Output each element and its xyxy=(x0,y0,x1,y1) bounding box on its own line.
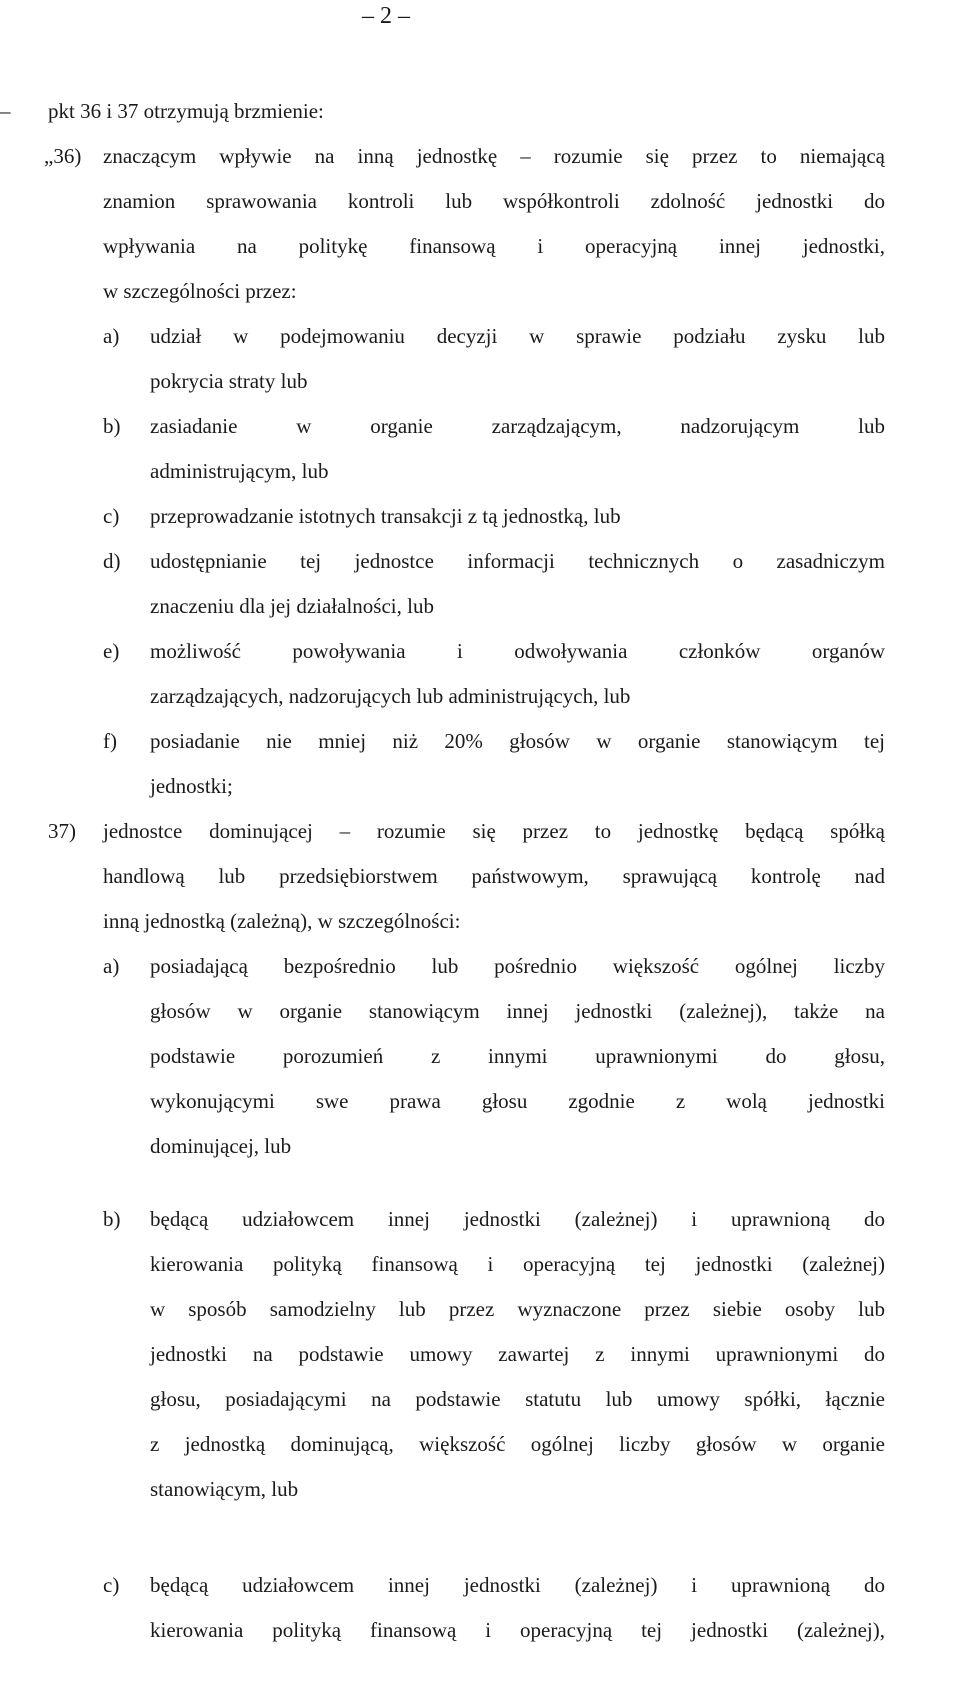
item-line: będącą udziałowcem innej jednostki (zależnej) i uprawnioną do xyxy=(150,1207,885,1231)
item-line: posiadającą bezpośrednio lub pośrednio większość ogólnej liczby xyxy=(150,954,885,978)
item-line: z jednostką dominującą, większość ogólnej liczby głosów w organie xyxy=(150,1432,885,1456)
item-line: wykonującymi swe prawa głosu zgodnie z wolą jednostki xyxy=(150,1089,885,1113)
item-label: f) xyxy=(103,729,117,753)
intro-dash: – xyxy=(0,99,11,123)
item-line: możliwość powoływania i odwoływania członków organów xyxy=(150,639,885,663)
point-36-line: wpływania na politykę finansową i operacyjną innej jednostki, xyxy=(103,234,885,258)
item-line: administrującym, lub xyxy=(150,459,329,483)
item-line: zarządzających, nadzorujących lub administrujących, lub xyxy=(150,684,631,708)
item-line: zasiadanie w organie zarządzającym, nadzorującym lub xyxy=(150,414,885,438)
item-label: b) xyxy=(103,414,121,438)
item-line: głosów w organie stanowiącym innej jednostki (zależnej), także na xyxy=(150,999,885,1023)
point-36-line: znaczącym wpływie na inną jednostkę – rozumie się przez to niemającą xyxy=(103,144,885,168)
item-line: przeprowadzanie istotnych transakcji z tą jednostką, lub xyxy=(150,504,621,528)
item-line: podstawie porozumień z innymi uprawnionymi do głosu, xyxy=(150,1044,885,1068)
point-36-number: „36) xyxy=(44,144,82,168)
item-label: a) xyxy=(103,324,120,348)
item-line: jednostki na podstawie umowy zawartej z innymi uprawnionymi do xyxy=(150,1342,885,1366)
item-line: dominującej, lub xyxy=(150,1134,292,1158)
item-label: b) xyxy=(103,1207,121,1231)
item-line: pokrycia straty lub xyxy=(150,369,308,393)
item-line: w sposób samodzielny lub przez wyznaczone przez siebie osoby lub xyxy=(150,1297,885,1321)
item-label: a) xyxy=(103,954,120,978)
point-37-number: 37) xyxy=(48,819,76,843)
item-line: kierowania polityką finansową i operacyjną tej jednostki (zależnej) xyxy=(150,1252,885,1276)
item-line: znaczeniu dla jej działalności, lub xyxy=(150,594,434,618)
point-37-line: inną jednostką (zależną), w szczególności: xyxy=(103,909,461,933)
item-label: e) xyxy=(103,639,120,663)
item-label: c) xyxy=(103,504,120,528)
item-line: posiadanie nie mniej niż 20% głosów w organie stanowiącym tej xyxy=(150,729,885,753)
item-line: będącą udziałowcem innej jednostki (zależnej) i uprawnioną do xyxy=(150,1573,885,1597)
point-37-line: handlową lub przedsiębiorstwem państwowym, sprawującą kontrolę nad xyxy=(103,864,885,888)
item-line: głosu, posiadającymi na podstawie statutu lub umowy spółki, łącznie xyxy=(150,1387,885,1411)
item-line: jednostki; xyxy=(150,774,233,798)
item-line: udział w podejmowaniu decyzji w sprawie podziału zysku lub xyxy=(150,324,885,348)
point-36-line: znamion sprawowania kontroli lub współkontroli zdolność jednostki do xyxy=(103,189,885,213)
point-37-line: jednostce dominującej – rozumie się przez to jednostkę będącą spółką xyxy=(103,819,885,843)
item-label: c) xyxy=(103,1573,120,1597)
item-label: d) xyxy=(103,549,121,573)
item-line: kierowania polityką finansową i operacyjną tej jednostki (zależnej), xyxy=(150,1618,885,1642)
item-line: stanowiącym, lub xyxy=(150,1477,299,1501)
item-line: udostępnianie tej jednostce informacji technicznych o zasadniczym xyxy=(150,549,885,573)
intro-text: pkt 36 i 37 otrzymują brzmienie: xyxy=(48,99,324,123)
point-36-line: w szczególności przez: xyxy=(103,279,297,303)
page-number: – 2 – xyxy=(362,3,410,29)
